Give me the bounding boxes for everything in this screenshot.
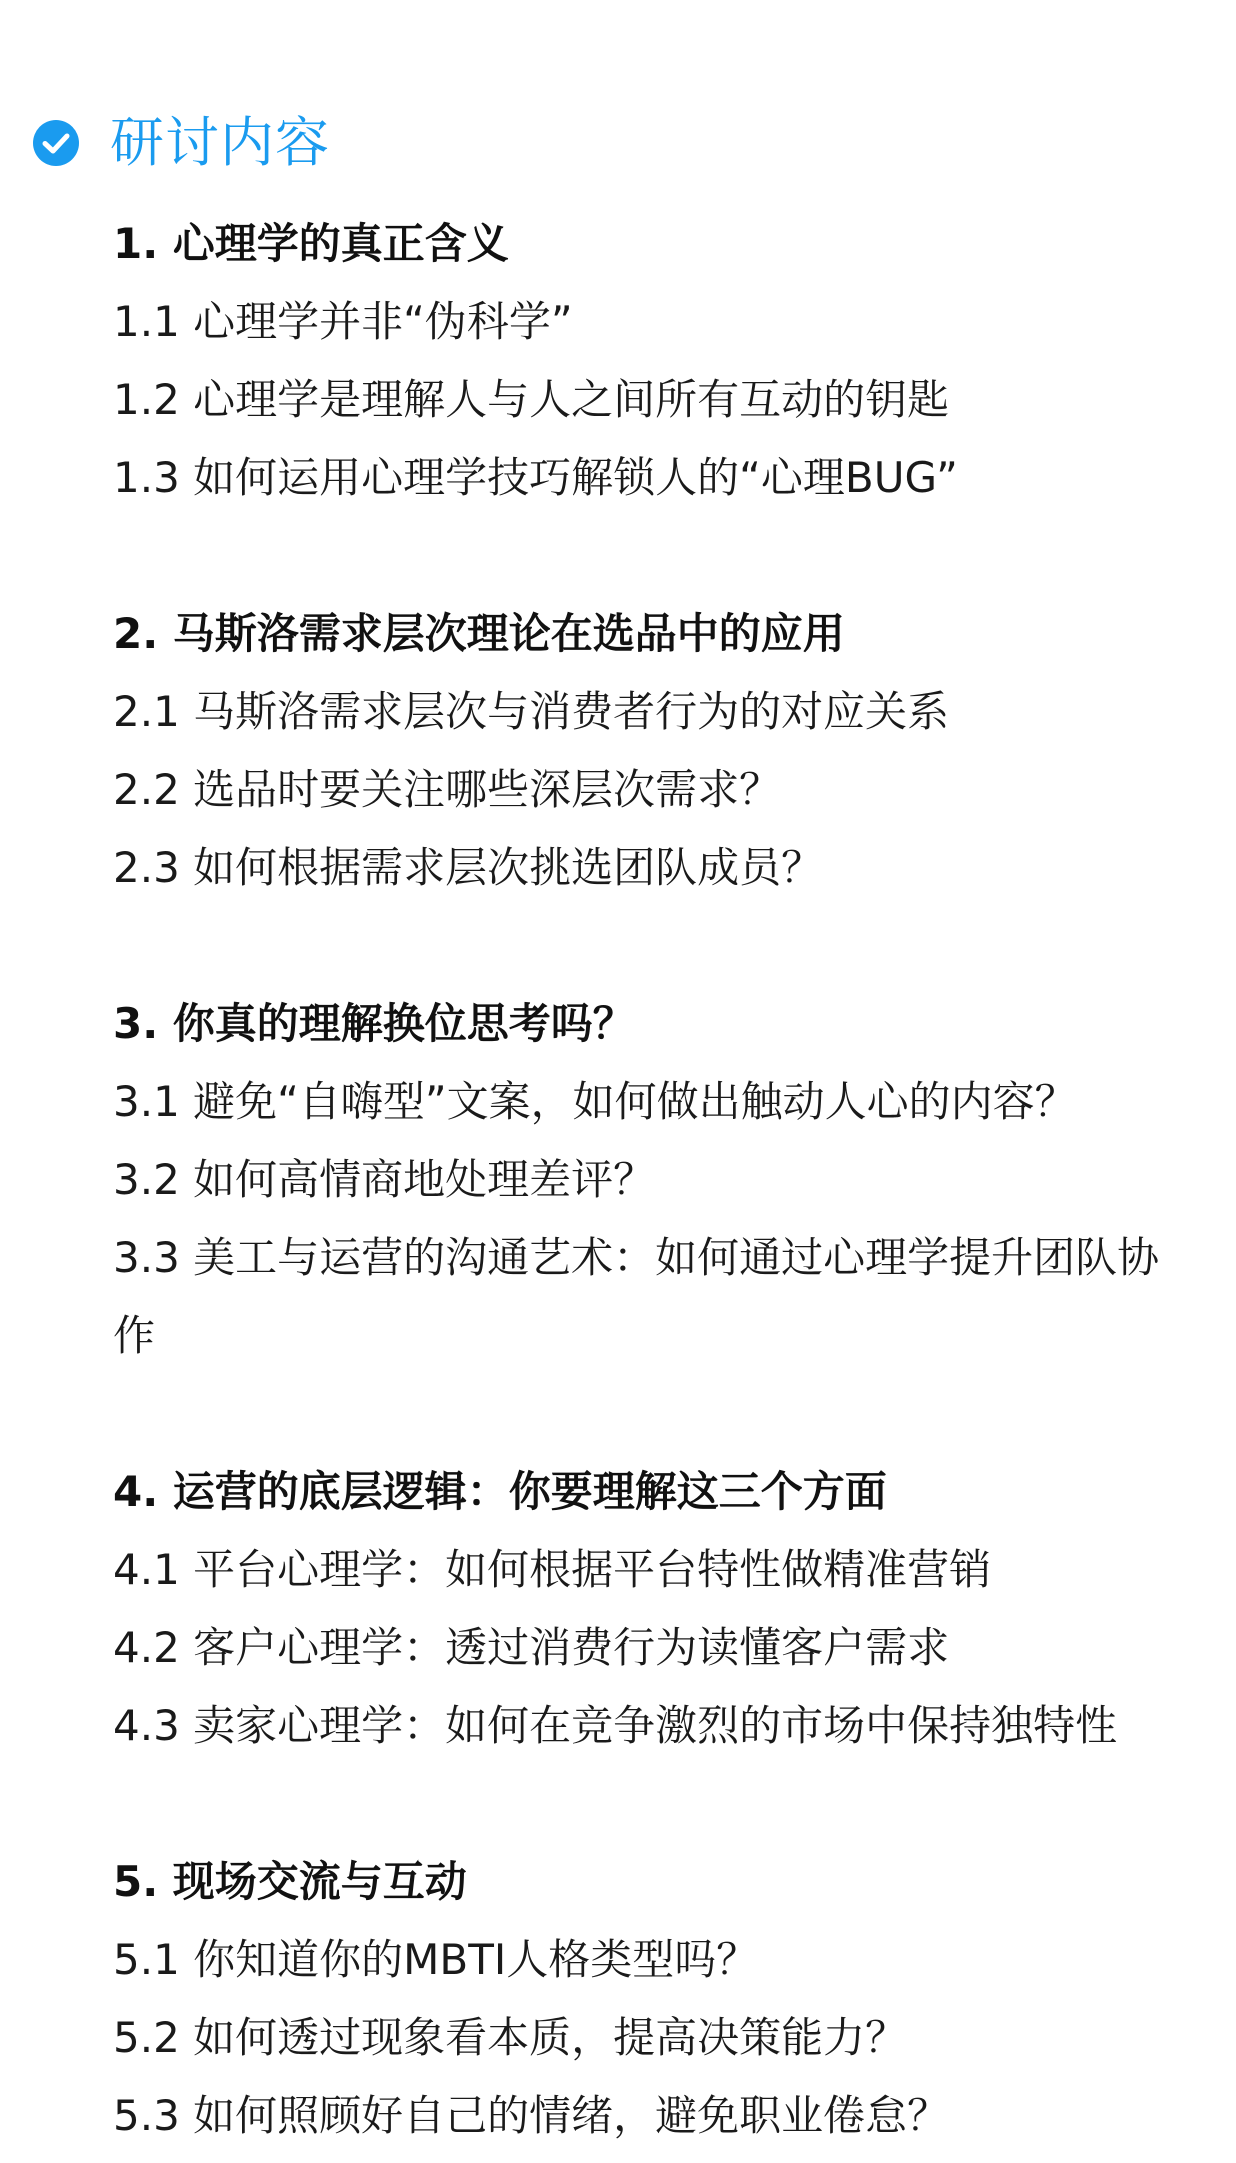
list-item: 3.2 如何高情商地处理差评？ xyxy=(113,1155,656,1204)
list-item: 4.3 卖家心理学：如何在竞争激烈的市场中保持独特性 xyxy=(113,1701,1118,1750)
section-title: 1. 心理学的真正含义 xyxy=(113,219,509,268)
list-item: 5.1 你知道你的MBTI人格类型吗？ xyxy=(113,1935,759,1984)
outline-section-2 xyxy=(113,595,1173,907)
list-item: 1.3 如何运用心理学技巧解锁人的“心理BUG” xyxy=(113,453,958,502)
list-item: 2.3 如何根据需求层次挑选团队成员？ xyxy=(113,843,824,892)
list-item: 4.1 平台心理学：如何根据平台特性做精准营销 xyxy=(113,1545,992,1594)
section-title: 2. 马斯洛需求层次理论在选品中的应用 xyxy=(113,609,845,658)
list-item: 5.3 如何照顾好自己的情绪，避免职业倦怠？ xyxy=(113,2091,950,2140)
outline-content xyxy=(113,205,1173,2155)
outline-section-5 xyxy=(113,1843,1173,2155)
section-title: 4. 运营的底层逻辑：你要理解这三个方面 xyxy=(113,1467,887,1516)
outline-section-1 xyxy=(113,205,1173,517)
outline-section-4 xyxy=(113,1453,1173,1765)
list-item: 2.1 马斯洛需求层次与消费者行为的对应关系 xyxy=(113,687,950,736)
list-item: 3.1 避免“自嗨型”文案，如何做出触动人心的内容？ xyxy=(113,1077,1077,1126)
list-item: 1.2 心理学是理解人与人之间所有互动的钥匙 xyxy=(113,375,950,424)
check-circle-icon xyxy=(32,119,80,167)
list-item: 3.3 美工与运营的沟通艺术：如何通过心理学提升团队协作 xyxy=(113,1233,1160,1360)
outline-section-3 xyxy=(113,985,1173,1375)
list-item: 4.2 客户心理学：透过消费行为读懂客户需求 xyxy=(113,1623,950,1672)
list-item: 1.1 心理学并非“伪科学” xyxy=(113,297,573,346)
section-title: 3. 你真的理解换位思考吗？ xyxy=(113,999,635,1048)
list-item: 5.2 如何透过现象看本质，提高决策能力？ xyxy=(113,2013,908,2062)
list-item: 2.2 选品时要关注哪些深层次需求？ xyxy=(113,765,782,814)
page-title: 研讨内容 xyxy=(110,111,330,174)
section-title: 5. 现场交流与互动 xyxy=(113,1857,467,1906)
section-header xyxy=(32,108,330,178)
